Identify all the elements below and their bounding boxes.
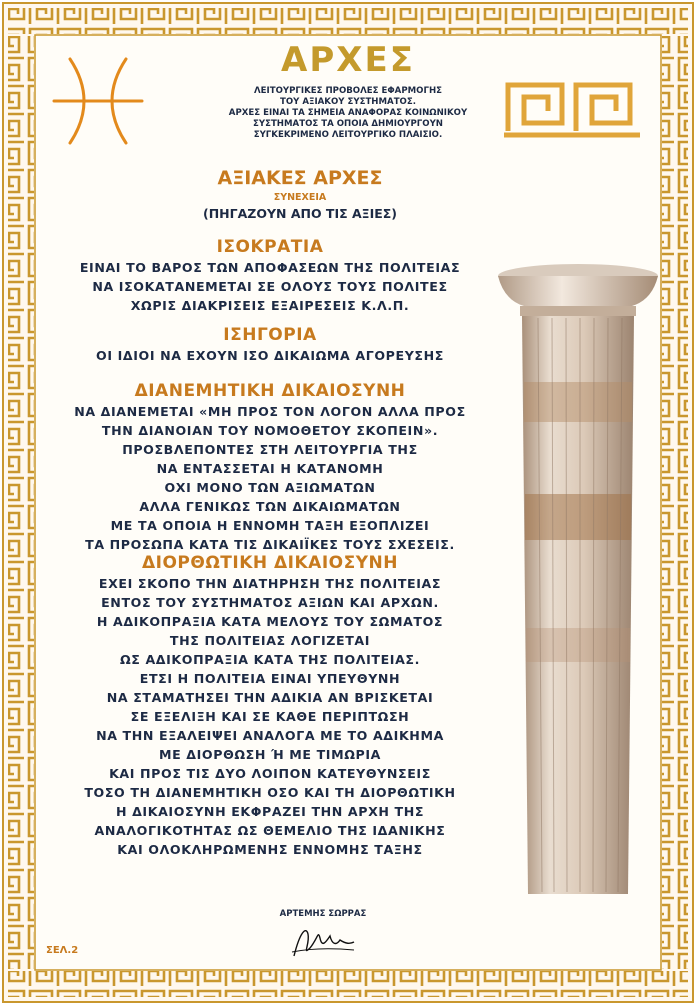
body-line: ΑΛΛΑ ΓΕΝΙΚΩΣ ΤΩΝ ΔΙΚΑΙΩΜΑΤΩΝ	[139, 499, 401, 514]
intro-text	[150, 86, 546, 141]
author-name: ΑΡΤΕΜΗΣ ΣΩΡΡΑΣ	[279, 909, 367, 919]
body-line: Η ΔΙΚΑΙΟΣΥΝΗ ΕΚΦΡΑΖΕΙ ΤΗΝ ΑΡΧΗ ΤΗΣ	[115, 804, 425, 819]
section-body-diorthotiki	[0, 574, 540, 859]
section-heading-isokratia: ΙΣΟΚΡΑΤΙΑ	[216, 237, 324, 257]
body-line: ΧΩΡΙΣ ΔΙΑΚΡΙΣΕΙΣ ΕΞΑΙΡΕΣΕΙΣ Κ.Λ.Π.	[130, 298, 410, 313]
body-line: ΟΙ ΙΔΙΟΙ ΝΑ ΕΧΟΥΝ ΙΣΟ ΔΙΚΑΙΩΜΑ ΑΓΟΡΕΥΣΗΣ	[96, 348, 444, 363]
section-heading-isigoria: ΙΣΗΓΟΡΙΑ	[223, 325, 317, 345]
section-body-dianemitiki	[0, 402, 540, 554]
body-line: ΕΝΤΟΣ ΤΟΥ ΣΥΣΤΗΜΑΤΟΣ ΑΞΙΩΝ ΚΑΙ ΑΡΧΩΝ.	[101, 595, 439, 610]
body-line: ΩΣ ΑΔΙΚΟΠΡΑΞΙΑ ΚΑΤΑ ΤΗΣ ΠΟΛΙΤΕΙΑΣ.	[119, 652, 421, 667]
intro-line: ΣΥΣΤΗΜΑΤΟΣ ΤΑ ΟΠΟΙΑ ΔΗΜΙΟΥΡΓΟΥΝ	[252, 119, 443, 129]
main-heading: ΑΞΙΑΚΕΣ ΑΡΧΕΣ	[217, 167, 383, 189]
body-line: ΤΑ ΠΡΟΣΩΠΑ ΚΑΤΑ ΤΙΣ ΔΙΚΑΙΪΚΕΣ ΤΟΥΣ ΣΧΕΣΕΙΣ.	[85, 537, 455, 552]
body-line: Η ΑΔΙΚΟΠΡΑΞΙΑ ΚΑΤΑ ΜΕΛΟΥΣ ΤΟΥ ΣΩΜΑΤΟΣ	[96, 614, 444, 629]
section-body-isokratia	[0, 258, 540, 315]
body-line: ΕΧΕΙ ΣΚΟΠΟ ΤΗΝ ΔΙΑΤΗΡΗΣΗ ΤΗΣ ΠΟΛΙΤΕΙΑΣ	[98, 576, 442, 591]
main-note: (ΠΗΓΑΖΟΥΝ ΑΠΟ ΤΙΣ ΑΞΙΕΣ)	[202, 206, 398, 221]
body-line: ΟΧΙ ΜΟΝΟ ΤΩΝ ΑΞΙΩΜΑΤΩΝ	[164, 480, 376, 495]
page-number: ΣΕΛ.2	[46, 945, 79, 956]
section-body-isigoria	[0, 346, 540, 365]
body-line: ΤΗΣ ΠΟΛΙΤΕΙΑΣ ΛΟΓΙΖΕΤΑΙ	[169, 633, 371, 648]
body-line: ΝΑ ΔΙΑΝΕΜΕΤΑΙ «ΜΗ ΠΡΟΣ ΤΟΝ ΛΟΓΟΝ ΑΛΛΑ ΠΡΟΣ	[74, 404, 466, 419]
body-line: ΣΕ ΕΞΕΛΙΞΗ ΚΑΙ ΣΕ ΚΑΘΕ ΠΕΡΙΠΤΩΣΗ	[130, 709, 410, 724]
body-line: ΕΤΣΙ Η ΠΟΛΙΤΕΙΑ ΕΙΝΑΙ ΥΠΕΥΘΥΝΗ	[139, 671, 401, 686]
body-line: ΑΝΑΛΟΓΙΚΟΤΗΤΑΣ ΩΣ ΘΕΜΕΛΙΟ ΤΗΣ ΙΔΑΝΙΚΗΣ	[94, 823, 446, 838]
section-heading-dianemitiki: ΔΙΑΝΕΜΗΤΙΚΗ ΔΙΚΑΙΟΣΥΝΗ	[134, 381, 406, 401]
intro-line: ΤΟΥ ΑΞΙΑΚΟΥ ΣΥΣΤΗΜΑΤΟΣ.	[279, 97, 416, 107]
body-line: ΚΑΙ ΠΡΟΣ ΤΙΣ ΔΥΟ ΛΟΙΠΟΝ ΚΑΤΕΥΘΥΝΣΕΙΣ	[109, 766, 431, 781]
main-subtitle: ΣΥΝΕΧΕΙΑ	[273, 192, 327, 203]
body-line: ΝΑ ΣΤΑΜΑΤΗΣΕΙ ΤΗΝ ΑΔΙΚΙΑ ΑΝ ΒΡΙΣΚΕΤΑΙ	[106, 690, 434, 705]
body-line: ΝΑ ΙΣΟΚΑΤΑΝΕΜΕΤΑΙ ΣΕ ΟΛΟΥΣ ΤΟΥΣ ΠΟΛΙΤΕΣ	[92, 279, 448, 294]
section-heading-diorthotiki: ΔΙΟΡΘΩΤΙΚΗ ΔΙΚΑΙΟΣΥΝΗ	[141, 553, 398, 573]
body-line: ΕΙΝΑΙ ΤΟ ΒΑΡΟΣ ΤΩΝ ΑΠΟΦΑΣΕΩΝ ΤΗΣ ΠΟΛΙΤΕΙΑΣ	[79, 260, 461, 275]
body-line: ΤΟΣΟ ΤΗ ΔΙΑΝΕΜΗΤΙΚΗ ΟΣΟ ΚΑΙ ΤΗ ΔΙΟΡΘΩΤΙΚΗ	[84, 785, 456, 800]
page-title: ΑΡΧΕΣ	[281, 40, 415, 80]
body-line: ΜΕ ΤΑ ΟΠΟΙΑ Η ΕΝΝΟΜΗ ΤΑΞΗ ΕΞΟΠΛΙΖΕΙ	[110, 518, 430, 533]
body-line: ΚΑΙ ΟΛΟΚΛΗΡΩΜΕΝΗΣ ΕΝΝΟΜΗΣ ΤΑΞΗΣ	[117, 842, 423, 857]
body-line: ΝΑ ΤΗΝ ΕΞΑΛΕΙΨΕΙ ΑΝΑΛΟΓΑ ΜΕ ΤΟ ΑΔΙΚΗΜΑ	[96, 728, 444, 743]
intro-line: ΑΡΧΕΣ ΕΙΝΑΙ ΤΑ ΣΗΜΕΙΑ ΑΝΑΦΟΡΑΣ ΚΟΙΝΩΝΙΚΟΥ	[228, 108, 468, 118]
body-line: ΠΡΟΣΒΛΕΠΟΝΤΕΣ ΣΤΗ ΛΕΙΤΟΥΡΓΙΑ ΤΗΣ	[122, 442, 418, 457]
body-line: ΜΕ ΔΙΟΡΘΩΣΗ Ή ΜΕ ΤΙΜΩΡΙΑ	[158, 747, 381, 762]
body-line: ΝΑ ΕΝΤΑΣΣΕΤΑΙ Η ΚΑΤΑΝΟΜΗ	[156, 461, 384, 476]
intro-line: ΣΥΓΚΕΚΡΙΜΕΝΟ ΛΕΙΤΟΥΡΓΙΚΟ ΠΛΑΙΣΙΟ.	[253, 130, 443, 140]
body-line: ΤΗΝ ΔΙΑΝΟΙΑΝ ΤΟΥ ΝΟΜΟΘΕΤΟΥ ΣΚΟΠΕΙΝ».	[101, 423, 439, 438]
signature-icon	[288, 922, 358, 962]
intro-line: ΛΕΙΤΟΥΡΓΙΚΕΣ ΠΡΟΒΟΛΕΣ ΕΦΑΡΜΟΓΗΣ	[253, 86, 443, 96]
